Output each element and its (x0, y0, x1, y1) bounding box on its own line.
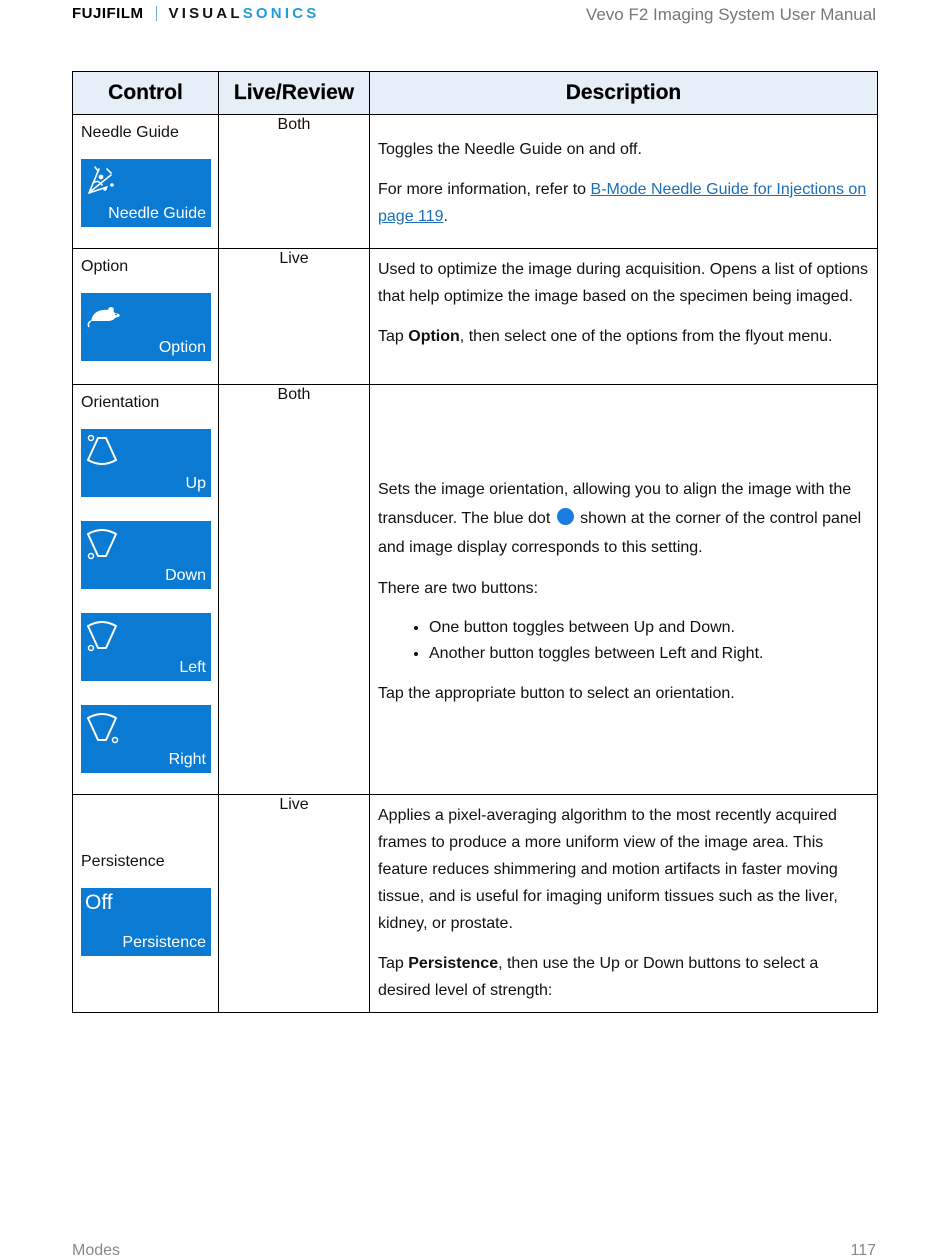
option-button[interactable] (81, 293, 211, 361)
description-text: Tap Option, then select one of the options from the flyout menu. (378, 328, 833, 345)
orientation-up-icon (85, 433, 121, 469)
needle-guide-icon (85, 163, 119, 197)
table-header-row (73, 72, 878, 115)
orientation-right-button[interactable] (81, 705, 211, 773)
orientation-bullet-list (378, 615, 869, 667)
tile-label: Option (158, 339, 206, 356)
page-number: 117 (850, 1242, 876, 1259)
persistence-value: Off (85, 890, 113, 914)
needle-guide-button[interactable] (81, 159, 211, 227)
orientation-right-icon (85, 709, 121, 745)
description-cell (370, 115, 878, 249)
description-cell (370, 249, 878, 385)
control-cell (73, 385, 219, 795)
table-row (73, 115, 878, 249)
control-name: Orientation (81, 394, 160, 411)
orientation-down-icon (85, 525, 121, 561)
persistence-button[interactable] (81, 888, 211, 956)
tile-label: Down (165, 567, 206, 584)
description-text: Tap the appropriate button to select an orientation. (378, 684, 735, 702)
fujifilm-logo: FUJIFILM (72, 4, 144, 22)
description-text: Applies a pixel-averaging algorithm to the most recently acquired frames to produce a more uniform view of the image area. This feature reduces shimmering and motion artifacts in faster moving tissue, and is useful for imaging uniform tissues such as the liver, kidney, or prostate. (378, 807, 838, 932)
description-cell (370, 795, 878, 1013)
control-name: Persistence (81, 852, 165, 870)
logo-divider (156, 6, 157, 21)
tile-label: Persistence (122, 933, 206, 951)
live-review-cell: Live (219, 249, 370, 385)
tile-label: Up (185, 475, 206, 492)
description-text: Used to optimize the image during acquisition. Opens a list of options that help optimize the image based on the specimen being imaged. (378, 261, 869, 305)
table-row (73, 249, 878, 385)
header-logo (72, 4, 319, 22)
visualsonics-logo-sonics: SONICS (242, 4, 320, 22)
live-review-cell: Both (219, 385, 370, 795)
orientation-left-icon (85, 617, 121, 653)
footer-section: Modes (72, 1242, 121, 1259)
description-text: For more information, refer to B-Mode Needle Guide for Injections on page 119. (378, 180, 867, 225)
orientation-left-button[interactable] (81, 613, 211, 681)
control-cell (73, 795, 219, 1013)
table-row (73, 385, 878, 795)
controls-table (72, 71, 878, 1013)
column-header-control: Control (73, 72, 219, 115)
table-row (73, 795, 878, 1013)
column-header-description: Description (370, 72, 878, 115)
description-text: Toggles the Needle Guide on and off. (378, 140, 642, 158)
list-item: • Another button toggles between Left and Right. (429, 641, 869, 667)
orientation-down-button[interactable] (81, 521, 211, 589)
tile-label: Left (179, 659, 206, 676)
column-header-live-review: Live/Review (219, 72, 370, 115)
control-name: Option (81, 258, 129, 275)
live-review-cell: Live (219, 795, 370, 1013)
mouse-icon (85, 299, 125, 329)
description-text: Sets the image orientation, allowing you to align the image with the transducer. The blue dot shown at the corner of the control panel and image display corresponds to this setting. (378, 480, 862, 556)
tile-label: Right (168, 751, 206, 768)
blue-dot-icon (557, 508, 574, 525)
description-cell (370, 385, 878, 795)
orientation-up-button[interactable] (81, 429, 211, 497)
manual-title: Vevo F2 Imaging System User Manual (585, 5, 876, 24)
description-text: There are two buttons: (378, 579, 539, 597)
control-name: Needle Guide (81, 124, 179, 141)
control-cell (73, 115, 219, 249)
description-text: Tap Persistence, then use the Up or Down buttons to select a desired level of strength: (378, 955, 819, 999)
tile-label: Needle Guide (108, 205, 206, 222)
control-cell (73, 249, 219, 385)
visualsonics-logo-visual: VISUAL (168, 4, 243, 22)
needle-guide-reference-link[interactable]: B-Mode Needle Guide for Injections on page 119 (378, 180, 867, 225)
live-review-cell: Both (219, 115, 370, 249)
list-item: • One button toggles between Up and Down. (429, 615, 869, 641)
